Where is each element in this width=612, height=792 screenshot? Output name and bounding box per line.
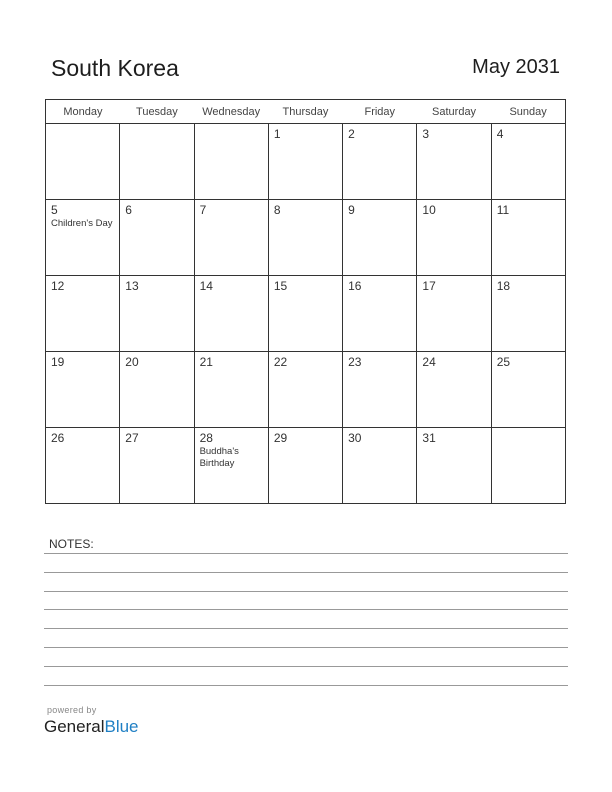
day-cell — [343, 352, 417, 428]
note-line — [44, 685, 568, 686]
day-number: 24 — [422, 355, 436, 369]
day-cell — [417, 428, 491, 504]
day-cell — [46, 276, 120, 352]
holiday-label: Buddha's Birthday — [199, 446, 239, 469]
day-cell — [268, 276, 342, 352]
day-number: 31 — [422, 431, 436, 445]
day-number: 23 — [348, 355, 362, 369]
empty-day-cell — [194, 124, 268, 200]
day-number: 3 — [422, 127, 430, 141]
day-cell — [46, 352, 120, 428]
calendar-month-title: May 2031 — [472, 56, 560, 78]
day-number: 17 — [422, 279, 436, 293]
weekday-header: Tuesday — [120, 100, 194, 124]
day-cell — [120, 276, 194, 352]
day-cell — [268, 352, 342, 428]
day-number: 20 — [125, 355, 139, 369]
day-number: 18 — [496, 279, 511, 293]
day-number: 4 — [496, 127, 504, 141]
day-number: 11 — [496, 203, 510, 217]
powered-by-text: powered by — [47, 705, 97, 715]
generalblue-logo[interactable] — [44, 717, 139, 737]
calendar-grid — [45, 99, 566, 504]
day-number: 22 — [273, 355, 288, 369]
weekday-header: Wednesday — [194, 100, 268, 124]
day-cell — [417, 124, 491, 200]
day-cell — [194, 200, 268, 276]
day-cell — [343, 200, 417, 276]
day-cell — [491, 200, 565, 276]
day-cell — [491, 276, 565, 352]
day-number: 2 — [348, 127, 355, 141]
week-row — [46, 428, 566, 504]
day-cell — [417, 276, 491, 352]
day-number: 13 — [125, 279, 139, 293]
day-cell — [120, 200, 194, 276]
day-number: 21 — [199, 355, 213, 369]
day-number: 12 — [51, 279, 65, 293]
day-number: 10 — [422, 203, 436, 217]
day-number: 5 — [51, 203, 58, 217]
day-cell — [194, 352, 268, 428]
empty-day-cell — [491, 428, 565, 504]
weekday-header: Saturday — [417, 100, 491, 124]
empty-day-cell — [46, 124, 120, 200]
weekday-header: Monday — [46, 100, 120, 124]
holiday-label: Children's Day — [51, 218, 113, 229]
day-cell — [194, 276, 268, 352]
day-cell — [46, 428, 120, 504]
day-number: 7 — [199, 203, 207, 217]
day-cell — [343, 428, 417, 504]
day-cell — [268, 124, 342, 200]
day-number: 14 — [199, 279, 213, 293]
note-line — [44, 591, 568, 592]
day-number: 16 — [348, 279, 362, 293]
note-line — [44, 647, 568, 648]
week-row — [46, 276, 566, 352]
weekday-header-row — [46, 100, 566, 124]
note-line — [44, 628, 568, 629]
note-line — [44, 572, 568, 573]
day-cell — [417, 352, 491, 428]
logo-text-blue: Blue — [104, 717, 139, 736]
calendar-country-title: South Korea — [51, 55, 179, 81]
empty-day-cell — [120, 124, 194, 200]
day-number: 28 — [199, 431, 213, 445]
weekday-header: Sunday — [491, 100, 565, 124]
day-number: 9 — [348, 203, 355, 217]
day-cell — [194, 428, 268, 504]
day-number: 29 — [273, 431, 288, 445]
day-cell — [491, 352, 565, 428]
day-cell — [417, 200, 491, 276]
day-number: 15 — [273, 279, 288, 293]
logo-text-general: General — [44, 717, 105, 736]
weekday-header: Thursday — [268, 100, 342, 124]
day-cell — [46, 200, 120, 276]
note-line — [44, 553, 568, 554]
day-number: 8 — [273, 203, 281, 217]
day-number: 6 — [125, 203, 132, 217]
day-cell — [268, 200, 342, 276]
day-number: 27 — [125, 431, 139, 445]
week-row — [46, 352, 566, 428]
day-cell — [491, 124, 565, 200]
notes-label: NOTES: — [49, 537, 94, 551]
weekday-header: Friday — [343, 100, 417, 124]
day-number: 30 — [348, 431, 362, 445]
day-number: 25 — [496, 355, 511, 369]
day-cell — [120, 428, 194, 504]
day-number: 1 — [273, 127, 281, 141]
day-cell — [343, 276, 417, 352]
note-line — [44, 609, 568, 610]
day-cell — [268, 428, 342, 504]
note-line — [44, 666, 568, 667]
day-number: 26 — [51, 431, 65, 445]
day-cell — [343, 124, 417, 200]
day-number: 19 — [51, 355, 65, 369]
week-row — [46, 124, 566, 200]
day-cell — [120, 352, 194, 428]
week-row — [46, 200, 566, 276]
